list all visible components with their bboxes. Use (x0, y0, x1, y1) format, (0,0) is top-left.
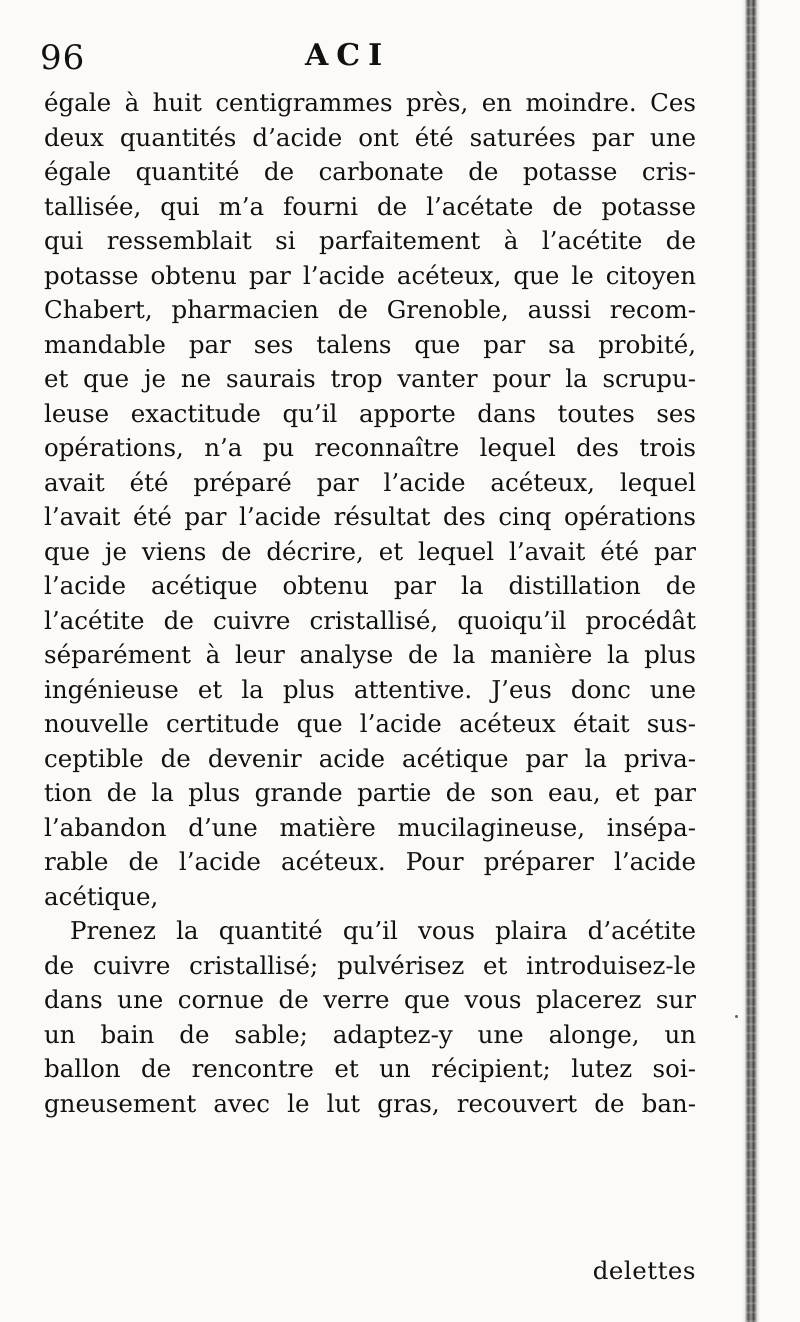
text-line: mandable par ses talens que par sa probité, (44, 329, 696, 359)
text-line: l’abandon d’une matière mucilagineuse, insépa- (44, 812, 696, 842)
body-text (44, 86, 696, 1121)
ink-speck (735, 1015, 738, 1018)
text-line: égale à huit centigrammes près, en moindre. Ces (44, 88, 696, 117)
text-line: ceptible de devenir acide acétique par la priva- (44, 743, 696, 773)
text-line: ballon de rencontre et un récipient; lutez soi- (44, 1054, 696, 1083)
text-line: nouvelle certitude que l’acide acéteux était sus- (44, 709, 696, 738)
text-line: acétique, (44, 881, 159, 911)
text-line: l’avait été par l’acide résultat des cinq opérations (44, 502, 696, 531)
page-header (40, 38, 700, 88)
text-line: tallisée, qui m’a fourni de l’acétate de potasse (44, 191, 696, 221)
text-line: de cuivre cristallisé; pulvérisez et introduisez-le (44, 950, 696, 980)
text-line: deux quantités d’acide ont été saturées par une (44, 122, 696, 152)
text-line: égale quantité de carbonate de potasse cris- (44, 157, 696, 186)
paragraph-first-line: Prenez la quantité qu’il vous plaira d’acétite (70, 916, 696, 945)
page-number: 96 (40, 38, 86, 78)
text-line: l’acétite de cuivre cristallisé, quoiqu’il procédât (44, 605, 696, 635)
page-gutter-shadow (742, 0, 760, 1322)
text-line: l’acide acétique obtenu par la distillation de (44, 571, 696, 600)
text-line: leuse exactitude qu’il apporte dans toutes ses (44, 398, 696, 428)
running-head: ACI (305, 38, 391, 73)
text-line: et que je ne saurais trop vanter pour la scrupu- (44, 364, 696, 393)
text-line: ingénieuse et la plus attentive. J’eus donc une (44, 674, 696, 704)
text-line: Chabert, pharmacien de Grenoble, aussi recom- (44, 295, 696, 324)
text-line: avait été préparé par l’acide acéteux, lequel (44, 467, 696, 497)
text-line: dans une cornue de verre que vous placerez sur (44, 985, 696, 1014)
text-line: opérations, n’a pu reconnaître lequel des trois (44, 433, 696, 462)
text-line: rable de l’acide acéteux. Pour préparer l’acide (44, 847, 696, 876)
text-line: tion de la plus grande partie de son eau, et par (44, 778, 696, 807)
catchword: delettes (592, 1256, 696, 1285)
text-line: gneusement avec le lut gras, recouvert de ban- (44, 1088, 696, 1118)
text-line: potasse obtenu par l’acide acéteux, que le citoyen (44, 260, 696, 290)
text-line: que je viens de décrire, et lequel l’avait été par (44, 536, 696, 566)
text-line: qui ressemblait si parfaitement à l’acétite de (44, 226, 696, 255)
text-line: séparément à leur analyse de la manière la plus (44, 640, 696, 669)
text-line: un bain de sable; adaptez-y une alonge, un (44, 1019, 696, 1049)
